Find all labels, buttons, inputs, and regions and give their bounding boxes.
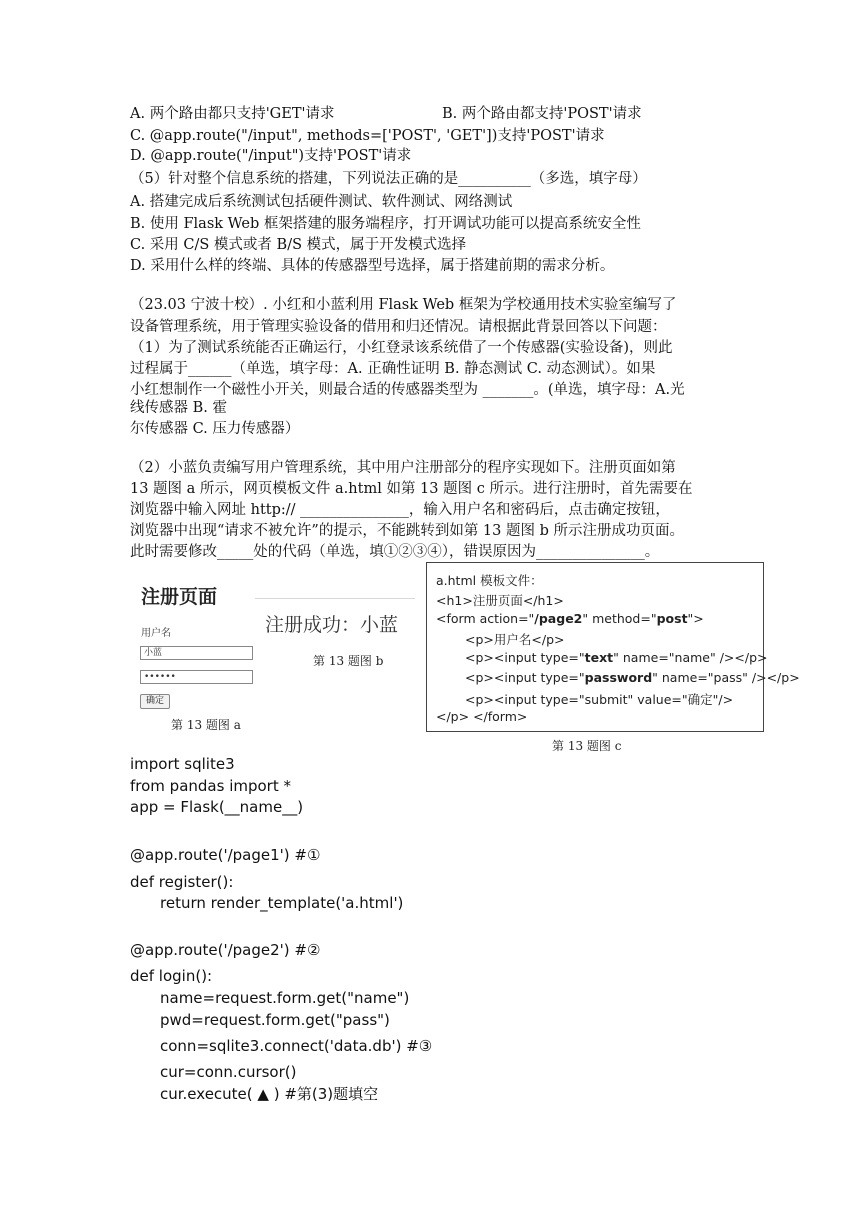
- username-input: 小蓝: [140, 646, 253, 660]
- code-line-6: return render_template('a.html'): [160, 894, 404, 912]
- registration-page-title: 注册页面: [141, 586, 218, 608]
- problem-line-8: （2）小蓝负责编写用户管理系统，其中用户注册部分的程序实现如下。注册页面如第: [130, 460, 676, 476]
- code-line-9: name=request.form.get("name"): [160, 989, 410, 1007]
- success-message: 注册成功：小蓝: [265, 614, 399, 636]
- option-a: A. 两个路由都只支持'GET'请求: [130, 106, 335, 122]
- problem-line-12: 此时需要修改_____处的代码（单选，填①②③④），错误原因为_______________。: [130, 544, 660, 560]
- template-input-part: <p><input type=": [465, 650, 585, 665]
- problem-line-7: 尔传感器 C. 压力传感器）: [130, 421, 300, 437]
- code-line-10: pwd=request.form.get("pass"): [160, 1011, 390, 1029]
- figure-a-caption: 第 13 题图 a: [171, 718, 241, 732]
- template-form-part: " method=": [582, 611, 657, 626]
- code-line-1: import sqlite3: [130, 755, 235, 773]
- problem-line-1: （23.03 宁波十校）. 小红和小蓝利用 Flask Web 框架为学校通用技术实验室编写了: [130, 297, 677, 313]
- template-line-p-username: <p>用户名</p>: [465, 632, 565, 647]
- problem-line-4: 过程属于______（单选，填字母：A. 正确性证明 B. 静态测试 C. 动态测试）。如果: [130, 361, 656, 377]
- template-heading: a.html 模板文件：: [436, 573, 543, 588]
- template-line-input-submit: <p><input type="submit" value="确定"/>: [465, 692, 734, 707]
- code-line-11: conn=sqlite3.connect('data.db') #③: [160, 1037, 433, 1055]
- figure-b-caption: 第 13 题图 b: [313, 654, 384, 668]
- option-b: B. 两个路由都支持'POST'请求: [442, 106, 642, 122]
- template-input-part: " name="name" /></p>: [613, 650, 768, 665]
- problem-line-9: 13 题图 a 所示，网页模板文件 a.html 如第 13 题图 c 所示。进行注册时，首先需要在: [130, 481, 693, 497]
- template-input-type-password: password: [584, 670, 653, 685]
- question-5-option-b: B. 使用 Flask Web 框架搭建的服务端程序，打开调试功能可以提高系统安全性: [130, 216, 641, 232]
- template-line-input-password: [465, 670, 800, 685]
- figure-c-caption: 第 13 题图 c: [552, 739, 622, 753]
- question-5-option-c: C. 采用 C/S 模式或者 B/S 模式，属于开发模式选择: [130, 237, 467, 253]
- code-line-4: @app.route('/page1') #①: [130, 846, 321, 864]
- figure-b: [255, 598, 415, 678]
- option-c: C. @app.route("/input", methods=['POST', 'GET'])支持'POST'请求: [130, 128, 605, 144]
- template-input-part: <p><input type=": [465, 670, 585, 685]
- template-input-part: " name="pass" /></p>: [652, 670, 800, 685]
- code-line-7: @app.route('/page2') #②: [130, 941, 321, 959]
- code-line-8: def login():: [130, 967, 213, 985]
- template-line-form: [436, 611, 704, 626]
- template-form-method: post: [656, 611, 688, 626]
- option-d: D. @app.route("/input")支持'POST'请求: [130, 148, 412, 164]
- code-line-3: app = Flask(__name__): [130, 798, 304, 816]
- code-line-2: from pandas import *: [130, 777, 291, 795]
- figure-c: [426, 562, 800, 732]
- code-line-13: cur.execute( ▲ ) #第(3)题填空: [160, 1085, 379, 1103]
- submit-button: 确定: [140, 694, 170, 709]
- figure-b-divider: [255, 598, 415, 599]
- code-line-5: def register():: [130, 873, 234, 891]
- problem-line-6: 线传感器 B. 霍: [130, 400, 227, 416]
- problem-line-5: 小红想制作一个磁性小开关，则最合适的传感器类型为 _______。(单选，填字母：A.光: [130, 382, 685, 398]
- template-line-input-text: [465, 650, 768, 665]
- template-form-part: ">: [687, 611, 704, 626]
- question-5: （5）针对整个信息系统的搭建，下列说法正确的是__________（多选，填字母）: [130, 171, 647, 187]
- question-5-option-a: A. 搭建完成后系统测试包括硬件测试、软件测试、网络测试: [130, 194, 513, 210]
- problem-line-2: 设备管理系统，用于管理实验设备的借用和归还情况。请根据此背景回答以下问题：: [130, 319, 667, 335]
- template-input-type-text: text: [584, 650, 614, 665]
- template-form-action: /page2: [534, 611, 583, 626]
- password-input: ••••••: [140, 670, 253, 684]
- template-line-form-close: </p> </form>: [436, 709, 528, 724]
- question-5-option-d: D. 采用什么样的终端、具体的传感器型号选择，属于搭建前期的需求分析。: [130, 258, 615, 274]
- problem-line-3: （1）为了测试系统能否正确运行，小红登录该系统借了一个传感器(实验设备)，则此: [130, 340, 673, 356]
- username-label: 用户名: [141, 628, 171, 639]
- problem-line-10: 浏览器中输入网址 http:// _______________，输入用户名和密码后，点击确定按钮，: [130, 502, 670, 518]
- template-form-part: <form action=": [436, 611, 535, 626]
- template-line-h1: <h1>注册页面</h1>: [436, 593, 564, 608]
- problem-line-11: 浏览器中出现“请求不被允许”的提示，不能跳转到如第 13 题图 b 所示注册成功页面。: [130, 523, 684, 539]
- code-line-12: cur=conn.cursor(): [160, 1063, 297, 1081]
